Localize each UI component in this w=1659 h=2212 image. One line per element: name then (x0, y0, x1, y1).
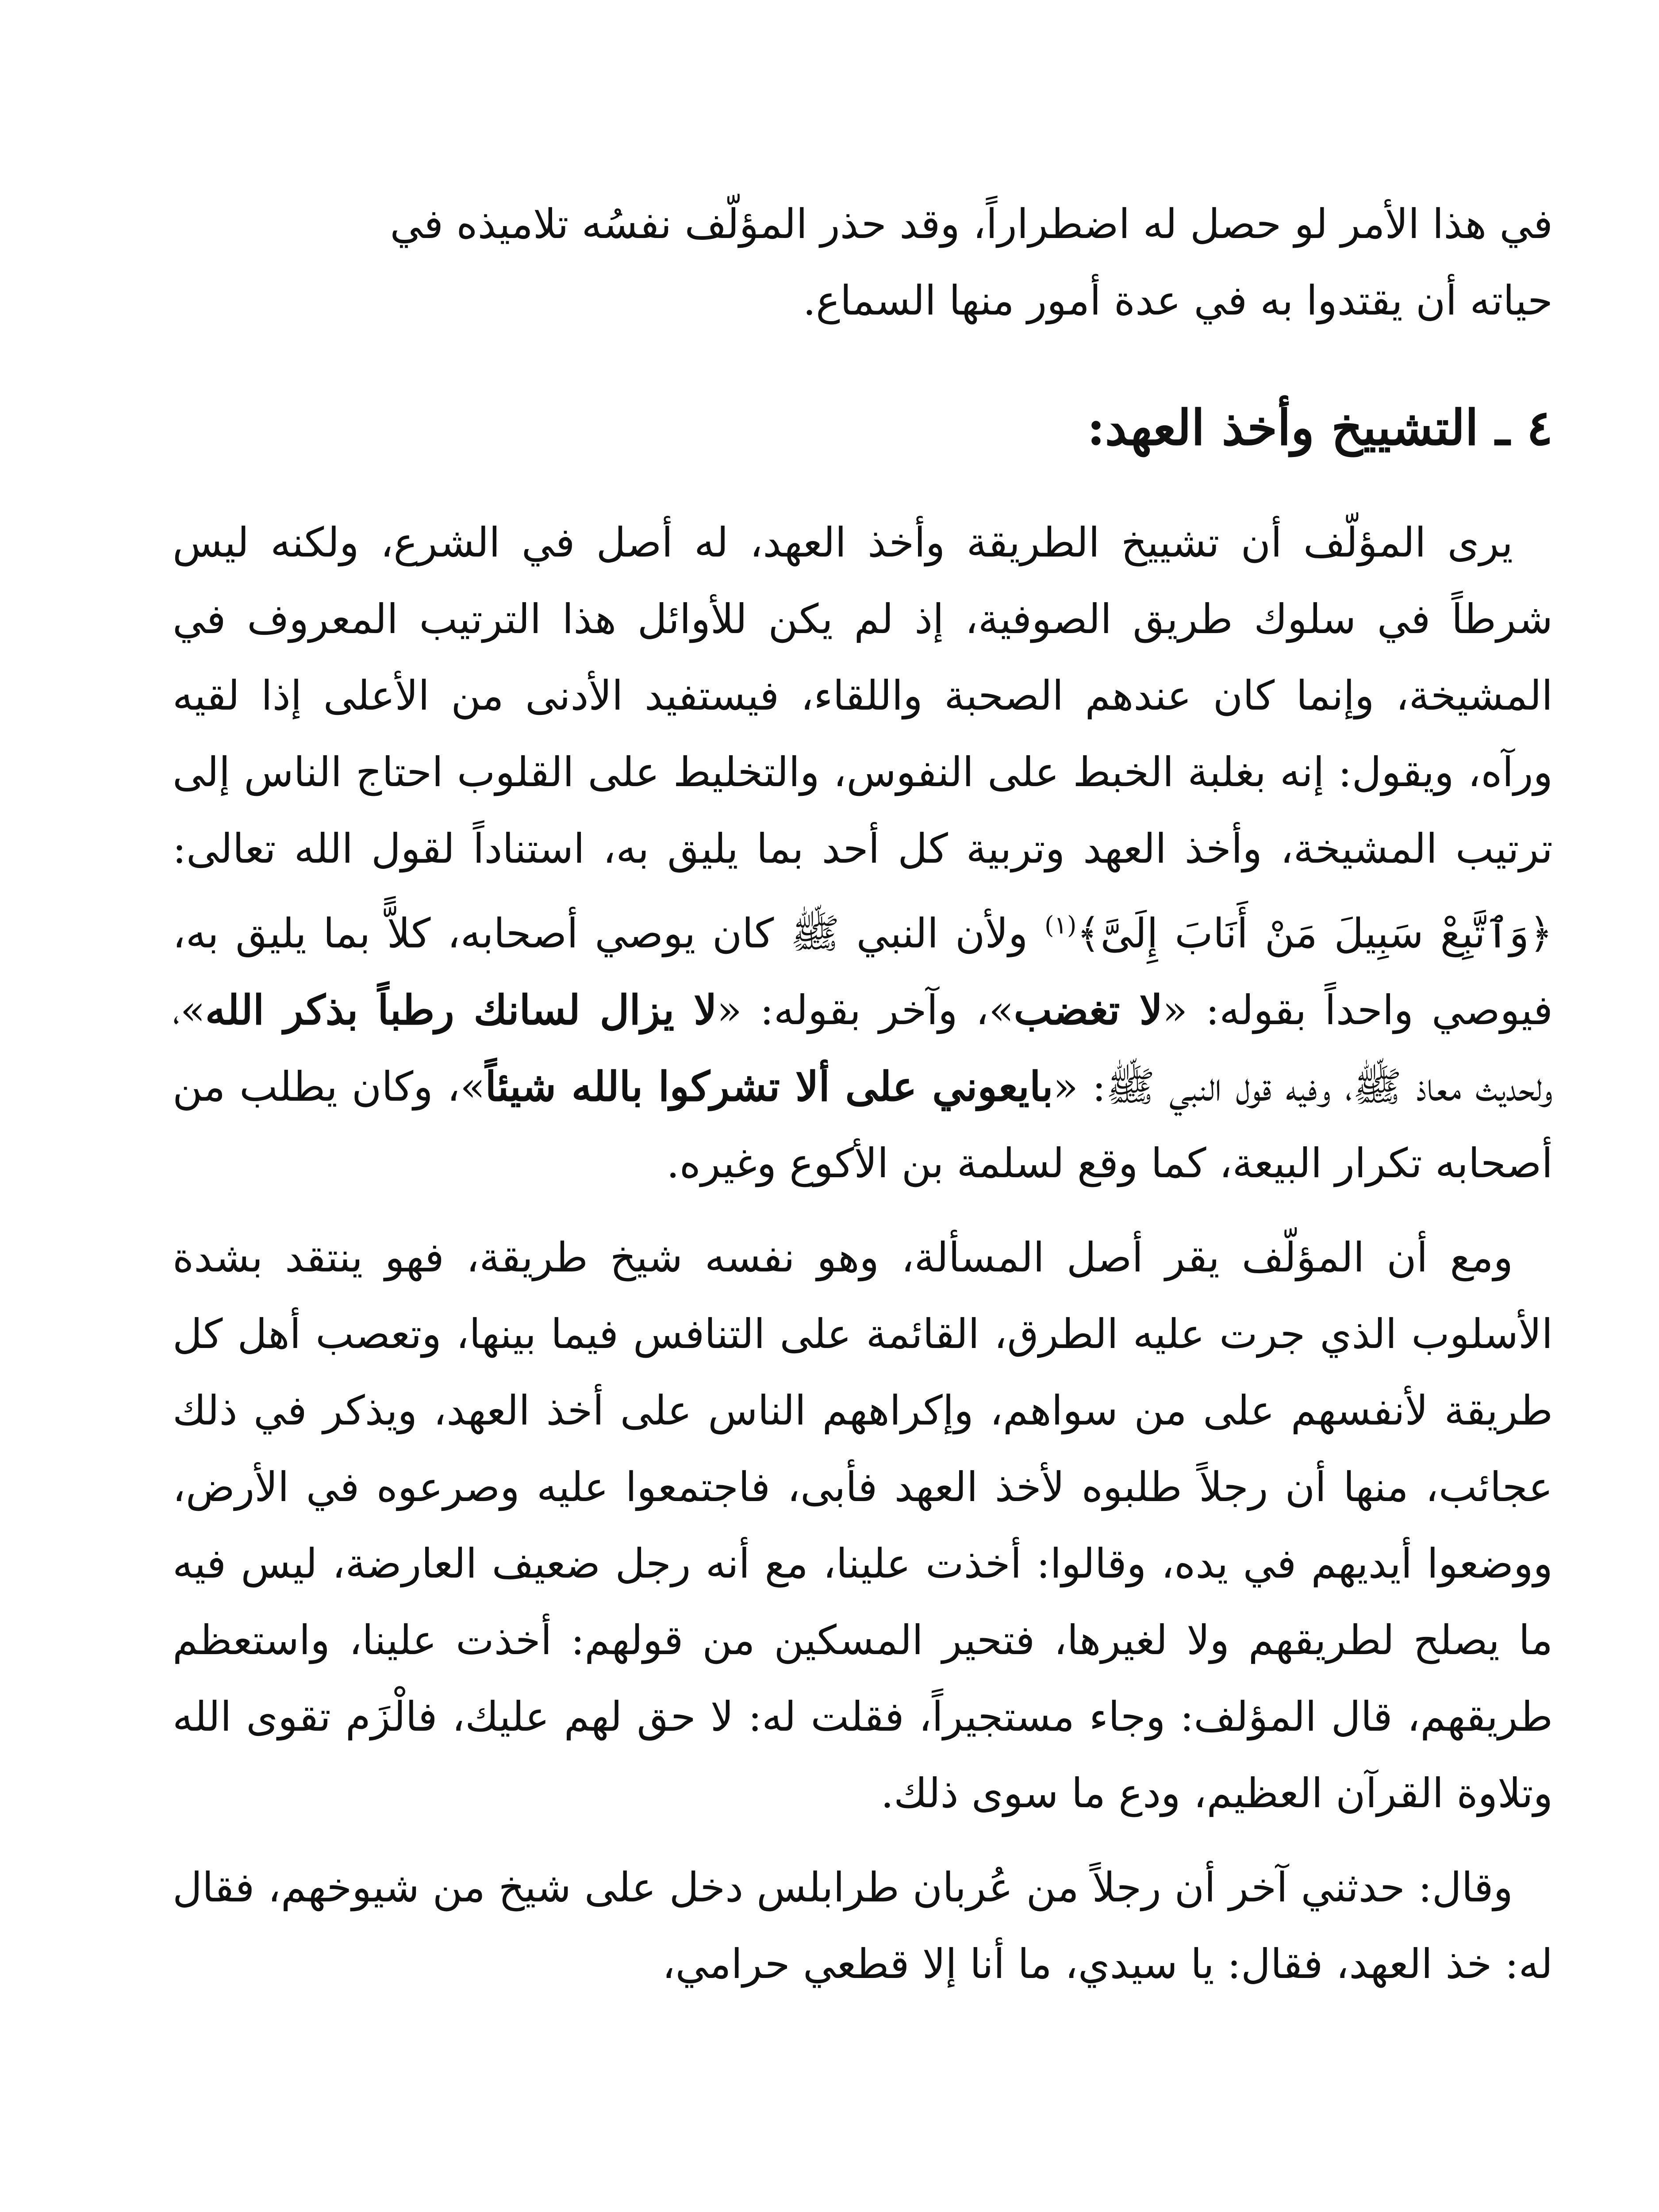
paragraph-1-part-e: »، وكان يطلب من أصحابه تكرار البيعة، كما وقع لسلمة بن الأكوع وغيره. (173, 1063, 1553, 1187)
section-heading: ٤ ـ التشييخ وأخذ العهد: (1087, 399, 1553, 456)
hadith-quote-1: لا تغضب (1014, 986, 1163, 1034)
paragraph-2: ومع أن المؤلّف يقر أصل المسألة، وهو نفسه شيخ طريقة، فهو ينتقد بشدة الأسلوب الذي جرت عليه الطرق، القائمة على التنافس فيما بينها، وتعصب أهل كل طريقة لأنفسهم على من سواهم، وإكراههم الناس على أخذ العهد، ويذكر في ذلك عجائب، منها أن رجلاً طلبوه لأخذ العهد فأبى، فاجتمعوا عليه وصرعوه في الأرض، ووضعوا أيديهم في يده، وقالوا: أخذت علينا، مع أنه رجل ضعيف العارضة، ليس فيه ما يصلح لطريقهم ولا لغيرها، فتحير المسكين من قولهم: أخذت علينا، واستعظم طريقهم، قال المؤلف: وجاء مستجيراً، فقلت له: لا حق لهم عليك، فالْزَم تقوى الله وتلاوة القرآن العظيم، ودع ما سوى ذلك. (173, 1233, 1553, 1817)
paragraph-1-part-d: »، ولحديث معاذ ﷺ، وفيه قول النبي ﷺ: « (173, 986, 1553, 1110)
paragraph-1-part-b: ولأن النبي ﷺ كان يوصي أصحابه، كلاًّ بما يليق به، فيوصي واحداً بقوله: « (173, 910, 1553, 1034)
intro-line-2: حياته أن يقتدوا به في عدة أمور منها السماع. (803, 277, 1553, 324)
paragraph-1 (173, 504, 1553, 1202)
intro-line-1: في هذا الأمر لو حصل له اضطراراً، وقد حذر المؤلّف نفسُه تلاميذه في (390, 200, 1553, 248)
footnote-reference: (١) (1045, 911, 1077, 939)
intro-paragraph (173, 186, 1553, 339)
hadith-quote-2: لا يزال لسانك رطباً بذكر الله (205, 986, 717, 1034)
paragraph-1-part-a: يرى المؤلّف أن تشييخ الطريقة وأخذ العهد، له أصل في الشرع، ولكنه ليس شرطاً في سلوك طريق الصوفية، إذ لم يكن للأوائل هذا الترتيب المعروف في المشيخة، وإنما كان عندهم الصحبة واللقاء، فيستفيد الأدنى من الأعلى إذا لقيه ورآه، ويقول: إنه بغلبة الخبط على النفوس، والتخليط على القلوب احتاج الناس إلى ترتيب المشيخة، وأخذ العهد وتربية كل أحد بما يليق به، استناداً لقول الله تعالى: ﴿وَٱتَّبِعْ سَبِيلَ مَنْ أَنَابَ إِلَىَّ﴾ (173, 519, 1553, 957)
body-text (173, 504, 1553, 2002)
paragraph-1-part-c: »، وآخر بقوله: « (717, 986, 1014, 1034)
paragraph-3: وقال: حدثني آخر أن رجلاً من عُربان طرابلس دخل على شيخ من شيوخهم، فقال له: خذ العهد، فقال: يا سيدي، ما أنا إلا قطعي حرامي، (173, 1863, 1553, 1988)
hadith-quote-3: بايعوني على ألا تشركوا بالله شيئاً (485, 1062, 1053, 1110)
